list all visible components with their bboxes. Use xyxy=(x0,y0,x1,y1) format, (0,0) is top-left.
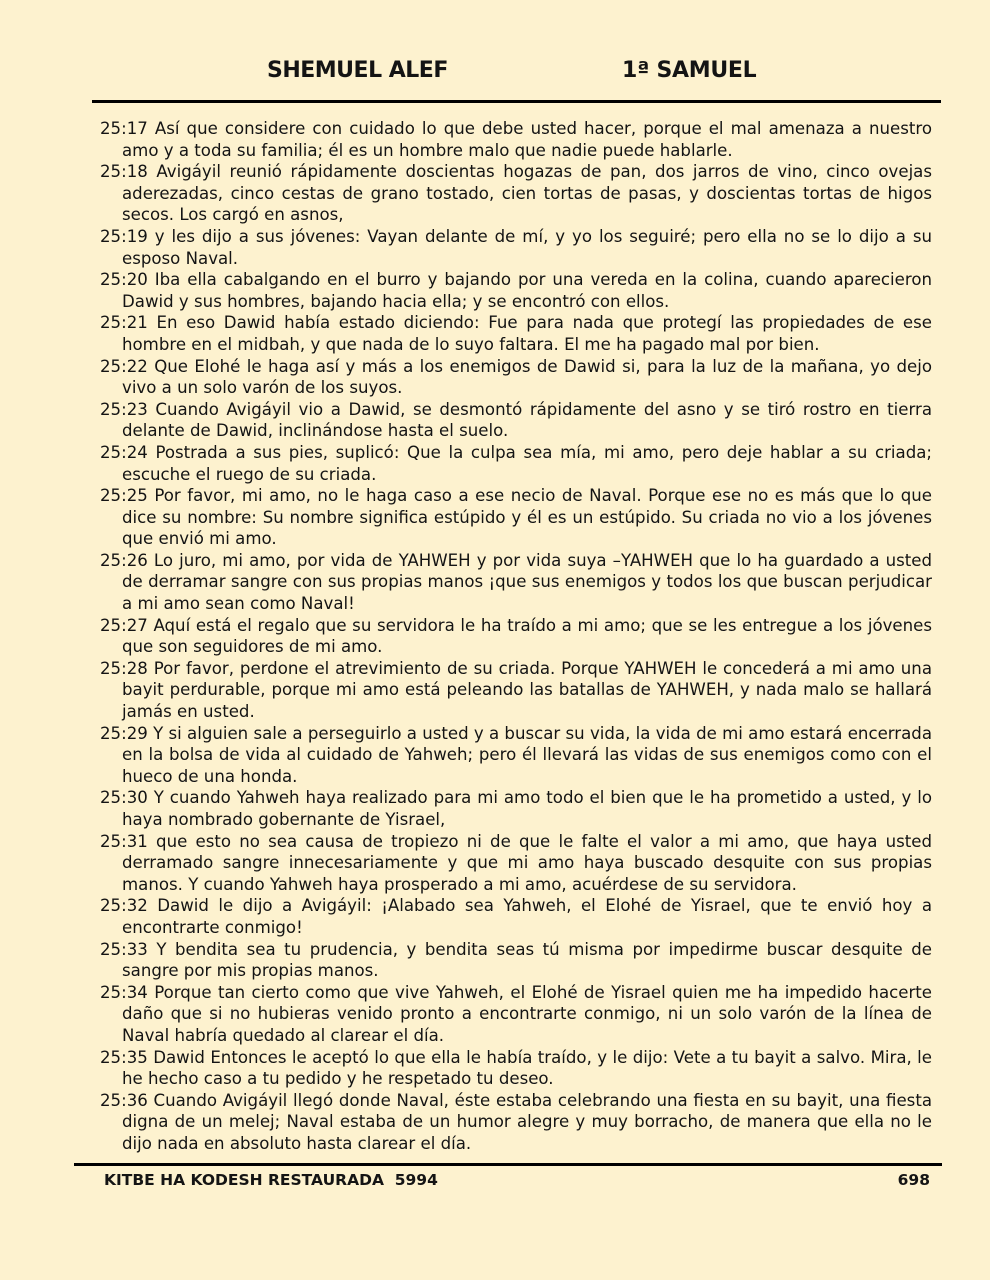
verse: 25:18 Avigáyil reunió rápidamente doscientas hogazas de pan, dos jarros de vino, cinco ovejas aderezadas, cinco cestas de grano tostado, cien tortas de pasas, y doscientas tortas de higos secos. Los cargó en asnos, xyxy=(100,162,932,225)
verse: 25:35 Dawid Entonces le aceptó lo que ella le había traído, y le dijo: Vete a tu bayit a salvo. Mira, le he hecho caso a tu pedido y he respetado tu deseo. xyxy=(100,1047,932,1089)
footer-publication: KITBE HA KODESH RESTAURADA 5994 xyxy=(104,1171,438,1189)
page-number: 698 xyxy=(897,1171,930,1189)
book-title-spanish: 1ª SAMUEL xyxy=(622,58,757,83)
verse: 25:36 Cuando Avigáyil llegó donde Naval, éste estaba celebrando una fiesta en su bayit, una fiesta digna de un melej; Naval estaba de un humor alegre y muy borracho, de manera que ella no le dijo nada en absoluto hasta clarear el día. xyxy=(100,1090,932,1153)
verse: 25:31 que esto no sea causa de tropiezo ni de que le falte el valor a mi amo, que haya usted derramado sangre innecesariamente y que mi amo haya buscado desquite con sus propias manos. Y cuando Yahweh haya prosperado a mi amo, acuérdese de su servidora. xyxy=(100,831,932,894)
verse: 25:34 Porque tan cierto como que vive Yahweh, el Elohé de Yisrael quien me ha impedido hacerte daño que si no hubieras venido pronto a encontrarte conmigo, ni un solo varón de la línea de Naval habría quedado al clarear el día. xyxy=(100,982,932,1045)
verse: 25:29 Y si alguien sale a perseguirlo a usted y a buscar su vida, la vida de mi amo estará encerrada en la bolsa de vida al cuidado de Yahweh; pero él llevará las vidas de sus enemigos como con el hueco de una honda. xyxy=(100,723,932,786)
verse: 25:17 Así que considere con cuidado lo que debe usted hacer, porque el mal amenaza a nuestro amo y a toda su familia; él es un hombre malo que nadie puede hablarle. xyxy=(100,119,932,160)
verse: 25:28 Por favor, perdone el atrevimiento de su criada. Porque YAHWEH le concederá a mi amo una bayit perdurable, porque mi amo está peleando las batallas de YAHWEH, y nada malo se hallará jamás en usted. xyxy=(100,658,932,722)
footer-divider xyxy=(74,1163,942,1166)
verse: 25:32 Dawid le dijo a Avigáyil: ¡Alabado sea Yahweh, el Elohé de Yisrael, que te envió hoy a encontrarte conmigo! xyxy=(100,896,932,937)
verse: 25:24 Postrada a sus pies, suplicó: Que la culpa sea mía, mi amo, pero deje hablar a su criada; escuche el ruego de su criada. xyxy=(100,442,932,484)
verse: 25:27 Aquí está el regalo que su servidora le ha traído a mi amo; que se les entregue a los jóvenes que son seguidores de mi amo. xyxy=(100,615,932,657)
verse: 25:22 Que Elohé le haga así y más a los enemigos de Dawid si, para la luz de la mañana, yo dejo vivo a un solo varón de los suyos. xyxy=(100,356,932,398)
verse: 25:25 Por favor, mi amo, no le haga caso a ese necio de Naval. Porque ese no es más que lo que dice su nombre: Su nombre significa estúpido y él es un estúpido. Su criada no vio a los jóvenes que envió mi amo. xyxy=(100,486,932,549)
verse: 25:33 Y bendita sea tu prudencia, y bendita seas tú misma por impedirme buscar desquite de sangre por mis propias manos. xyxy=(100,939,932,981)
verse: 25:19 y les dijo a sus jóvenes: Vayan delante de mí, y yo los seguiré; pero ella no se lo dijo a su esposo Naval. xyxy=(100,226,932,268)
verse: 25:21 En eso Dawid había estado diciendo: Fue para nada que protegí las propiedades de ese hombre en el midbah, y que nada de lo suyo faltara. El me ha pagado mal por bien. xyxy=(100,313,932,354)
verse-list xyxy=(100,118,932,1155)
book-title-hebrew: SHEMUEL ALEF xyxy=(267,58,448,83)
header-divider xyxy=(92,100,941,103)
verse: 25:23 Cuando Avigáyil vio a Dawid, se desmontó rápidamente del asno y se tiró rostro en tierra delante de Dawid, inclinándose hasta el suelo. xyxy=(100,399,932,441)
verse: 25:26 Lo juro, mi amo, por vida de YAHWEH y por vida suya –YAHWEH que lo ha guardado a usted de derramar sangre con sus propias manos ¡que sus enemigos y todos los que buscan perjudicar a mi amo sean como Naval! xyxy=(100,550,932,614)
page-header xyxy=(0,58,990,92)
verse: 25:20 Iba ella cabalgando en el burro y bajando por una vereda en la colina, cuando aparecieron Dawid y sus hombres, bajando hacia ella; y se encontró con ellos. xyxy=(100,270,932,311)
verse: 25:30 Y cuando Yahweh haya realizado para mi amo todo el bien que le ha prometido a usted, y lo haya nombrado gobernante de Yisrael, xyxy=(100,788,932,829)
